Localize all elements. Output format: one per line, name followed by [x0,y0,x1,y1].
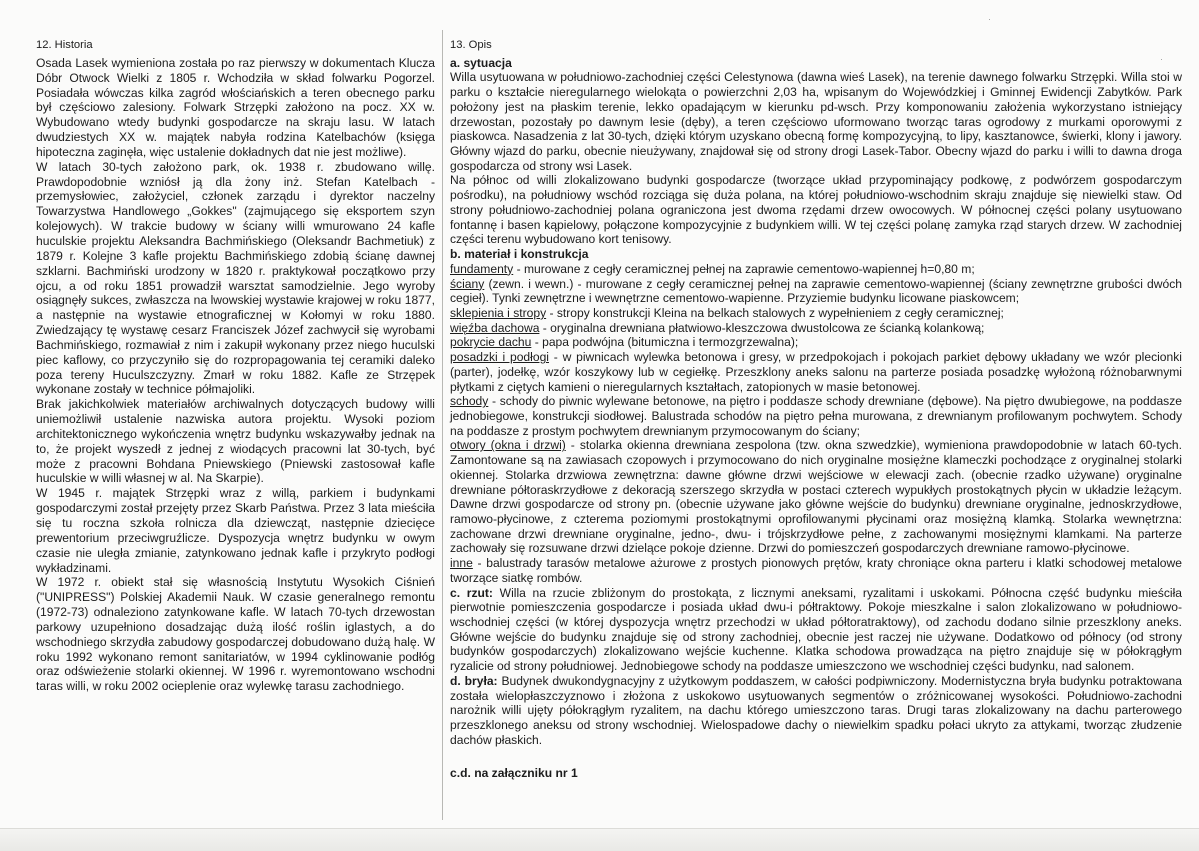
material-term: posadzki i podłogi [450,350,549,365]
description-column [450,38,1182,780]
material-text: - schody do piwnic wylewane betonowe, na piętro i poddasze schody drewniane (dębowe). Na piętro dwubiegowe, na poddasze jednobiegowe, konstrukcji siodłowej. Balustrada schodów na piętro pełna murowana, z drewnianym profilowanym pochwytem. Schody na poddasze z prostym pochwytem drewnianym przymocowanym do ściany; [450,394,1182,438]
history-paragraph: W latach 30-tych założono park, ok. 1938 r. zbudowano willę. Prawdopodobnie wzniósł ją dla żony inż. Stefan Katelbach - przemysłowiec, założyciel, członek zarządu i dyrektor naczelny Towarzystwa Handlowego „Gokkes" (zajmującego się eksportem szyn kolejowych). W trakcie budowy w ściany willi wmurowano 24 kafle huculskie projektu Aleksandra Bachmińskiego (Oleksandr Bachmetiuk) z 1879 r. Kolejne 3 kafle projektu Bachmińskiego zdobią ścianę dawnej szklarni. Bachmiński urodzony w 1820 r. praktykował początkowo przy ojcu, a od roku 1851 prowadził warsztat samodzielnie. Jego wyroby osiągnęły sukces, zwłaszcza na lwowskiej wystawie krajowej w roku 1877, a następnie na wystawie etnograficznej w Kołomyi w roku 1880. Zwiedzający tę wystawę cesarz Franciszek Józef zachwycił się wyrobami Bachmińskiego, rozmawiał z nim i zakupił wykonany przez niego huculski piec kaflowy, co przyczyniło się do rozpropagowania tej ceramiki daleko poza tereny Huculszczyzny. Zmarł w roku 1882. Kafle ze Strzępek wykonane zostały w technice półmajoliki. [36,159,435,397]
material-term: inne [450,556,473,571]
material-text: - w piwnicach wylewka betonowa i gresy, w przedpokojach i pokojach parkiet dębowy układany we wzór plecionki (parter), jodełkę, wzór koszykowy lub w cegiełkę. Przeszklony aneks salonu na parterze posiada posadzkę wyłożoną różnobarwnymi płytkami z ciętych kamieni o nieregularnych kształtach, zatopionych w masie betonowej. [450,350,1182,394]
material-item [450,394,1182,438]
scan-bottom-edge [0,828,1199,851]
section-d-paragraph [450,674,1182,748]
section-b-heading: b. materiał i konstrukcja [450,247,589,262]
history-title: 12. Historia [36,39,93,51]
material-text: (zewn. i wewn.) - murowane z cegły ceramicznej pełnej na zaprawie cementowo-wapiennej (ściany zewnętrzne grubości dwóch cegieł). Tynki zewnętrzne i wewnętrzne cementowo-wapienne. Przyziemie budynku licowane piaskowcem; [450,276,1182,306]
material-term: sklepienia i stropy [450,305,547,320]
material-item [450,556,1182,585]
section-a-paragraph: Na północ od willi zlokalizowano budynki gospodarcze (tworzące układ przypominający podkowę, z podwórzem gospodarczym pośrodku), na południowy wschód rozciąga się duża polana, na której południowo-wschodnim skraju znajduje się niewielki staw. Od strony południowo-zachodniej polana ograniczona jest dwoma rzędami drzew owocowych. W północnej części polany usytuowano fontannę i basen kąpielowy, połączone kompozycyjnie z budynkiem willi. W tej części polanę zamyka rząd starych drzew. W zachodniej części terenu wybudowano kort tenisowy. [450,173,1182,247]
section-d-text: Budynek dwukondygnacyjny z użytkowym poddaszem, w całości podpiwniczony. Modernistyczna bryła budynku potraktowana została wielopłaszczyznowo i złożona z uskokowo usytuowanych segmentów o zróżnicowanej wysokości. Południowo-zachodni narożnik willi ujęty półokrągłym ryzalitem, na dachu którego umieszczono taras. Drugi taras zlokalizowany na dachu parterowego przeszklonego aneksu od strony wschodniej. Wielospadowe dachy o niewielkim spadku połaci ukryto za attykami, tworząc złudzenie dachów płaskich. [450,673,1182,747]
history-paragraph: Brak jakichkolwiek materiałów archiwalnych dotyczących budowy willi uniemożliwił ustalenie nazwiska autora projektu. Wysoki poziom architektonicznego wykończenia wnętrz budynku wskazywałby jednak na to, że projekt wyszedł z jednej z wiodących pracowni lat 30-tych, być może z pracowni Bohdana Pniewskiego (Pniewski zastosował kafle huculskie w willi własnej w al. Na Skarpie). [36,397,435,486]
material-item [450,277,1182,306]
material-term: pokrycie dachu [450,335,532,350]
section-a-heading: a. sytuacja [450,55,512,70]
section-d-heading: d. bryła: [450,673,498,688]
material-term: więźba dachowa [450,320,540,335]
material-text: - papa podwójna (bitumiczna i termozgrzewalna); [531,335,799,350]
history-column [36,38,435,694]
material-text: - balustrady tarasów metalowe ażurowe z prostych pionowych prętów, kraty chroniące okna parteru i klatki schodowej metalowe tworzące siatkę rombów. [450,556,1182,585]
material-text: - stropy konstrukcji Kleina na belkach stalowych z wypełnieniem z cegły ceramicznej; [546,305,1004,320]
material-item [450,306,1182,321]
material-term: ściany [450,276,485,291]
material-text: - stolarka okienna drewniana zespolona (tzw. okna szwedzkie), wymieniona prawdopodobnie w latach 60-tych. Zamontowane są na zawiasach czopowych i przymocowano do nich oryginalne mosiężne klameczki pochodzące z oryginalnej stolarki okiennej. Stolarka drzwiowa zewnętrzna: dawne główne drzwi wejściowe w elewacji zach. (obecnie rzadko używane) oryginalne drewniane półtoraskrzydłowe z dekoracją szerszego skrzydła w postaci czterech wypukłych prostokątnych płycin w układzie leżącym. Dawne drzwi gospodarcze od strony pn. (obecnie używane jako główne wejście do budynku) drewniane oryginalne, jednoskrzydłowe, ramowo-płycinowe, z czterema poziomymi prostokątnymi oprofilowanymi płycinami oraz mosiężną klamką. Stolarka wewnętrzna: zachowane drzwi drewniane oryginalne, jedno-, dwu- i trójskrzydłowe pełne, z zachowanymi mosiężnymi klamkami. Na parterze zachowały się rozsuwane drzwi dzielące pokoje dzienne. Drzwi do pomieszczeń gospodarczych drewniane ramowo-płycinowe. [450,438,1182,556]
material-item [450,335,1182,350]
history-paragraph: Osada Lasek wymieniona została po raz pierwszy w dokumentach Klucza Dóbr Otwock Wielki z 1805 r. Wchodziła w skład folwarku Pogorzel. Posiadała wówczas kilka zagród włościańskich a teren obecnego parku był częściowo zalesiony. Folwark Strzępki założono na pocz. XX w. Wybudowano wtedy budynki gospodarcze na skraju lasu. W latach dwudziestych XX w. majątek nabyła rodzina Katelbachów (księga hipoteczna zaginęła, więc ustalenie dokładnych dat nie jest możliwe). [36,55,435,159]
material-term: schody [450,394,489,409]
history-paragraph: W 1945 r. majątek Strzępki wraz z willą, parkiem i budynkami gospodarczymi został przejęty przez Skarb Państwa. Przez 3 lata mieściła się tu roczna szkoła rolnicza dla dziewcząt, następnie dziecięce prewentorium przeciwgruźlicze. Dyspozycja wnętrz budynku w owym czasie nie uległa zmianie, zatynkowano jednak kafle i przykryto podłogi wykładzinami. [36,486,435,575]
section-a-paragraph: Willa usytuowana w południowo-zachodniej części Celestynowa (dawna wieś Lasek), na terenie dawnego folwarku Strzępki. Willa stoi w parku o kształcie nieregularnego wielokąta o powierzchni 2,03 ha, wpisanym do Wojewódzkiej i Gminnej Ewidencji Zabytków. Park położony jest na płaskim terenie, lekko opadającym w kierunku pd-wsch. Przy komponowaniu założenia wykorzystano istniejący drzewostan, pozostały po dawnym lesie (dęby), a teren częściowo uformowano tworząc taras ogrodowy z murkami oporowymi z piaskowca. Nasadzenia z lat 30-tych, dzięki którym uzyskano obecną formę kompozycyjną, to lipy, kasztanowce, świerki, klony i jawory. Główny wjazd do parku, obecnie nieużywany, znajdował się od strony drogi Lasek-Tabor. Obecny wjazd do parku i willi to dawna droga gospodarcza od strony wsi Lasek. [450,70,1182,173]
scan-speck: · [988,14,991,24]
section-c-text: Willa na rzucie zbliżonym do prostokąta, z licznymi aneksami, ryzalitami i uskokami. Północna część budynku mieściła pierwotnie pomieszczenia gospodarcze i posiada układ dwu-i półtraktowy. Pokoje mieszkalne i salon zlokalizowano w południowo-wschodniej części (w której dyspozycja wnętrz przechodzi w układ półtoratraktowy), od zachodu dodano silnie przeszklony aneks. Główne wejście do budynku znajduje się od strony zachodniej, obecnie jest raczej nie używane. Dodatkowo od północy (od strony budynków gospodarczych) zlokalizowano wejście kuchenne. Klatka schodowa prowadząca na piętro znajduje się w półokrągłym ryzalicie od strony południowej. Jednobiegowe schody na poddasze umieszczono we wschodniej części budynku, nad salonem. [450,585,1182,674]
material-item [450,321,1182,336]
material-term: otwory (okna i drzwi) [450,438,566,453]
history-paragraph: W 1972 r. obiekt stał się własnością Instytutu Wysokich Ciśnień ("UNIPRESS") Polskiej Akademii Nauk. W czasie generalnego remontu (1972-73) odnaleziono zatynkowane kafle. W latach 70-tych drzewostan parkowy uzupełniono dosadzając dużą ilość roślin iglastych, a do wschodniego skrzydła zabudowy gospodarczej dobudowano dużą halę. W roku 1992 wykonano remont sanitariatów, w 1994 cyklinowanie podłóg oraz odświeżenie stolarki okiennej. W 1996 r. wyremontowano wschodni taras willi, w roku 2002 ocieplenie oraz wylewkę tarasu zachodniego. [36,575,435,694]
material-term: fundamenty [450,261,514,276]
section-c-heading: c. rzut: [450,585,493,600]
scan-speck: · [1160,54,1163,64]
material-item [450,350,1182,394]
material-item [450,262,1182,277]
column-divider [442,30,443,820]
material-text: - murowane z cegły ceramicznej pełnej na zaprawie cementowo-wapiennej h=0,80 m; [513,261,975,276]
section-c-paragraph [450,586,1182,674]
description-title: 13. Opis [450,39,492,51]
material-text: - oryginalna drewniana płatwiowo-kleszczowa dwustolcowa ze ścianką kolankową; [539,320,985,335]
continuation-note: c.d. na załączniku nr 1 [450,765,578,780]
material-item [450,438,1182,556]
